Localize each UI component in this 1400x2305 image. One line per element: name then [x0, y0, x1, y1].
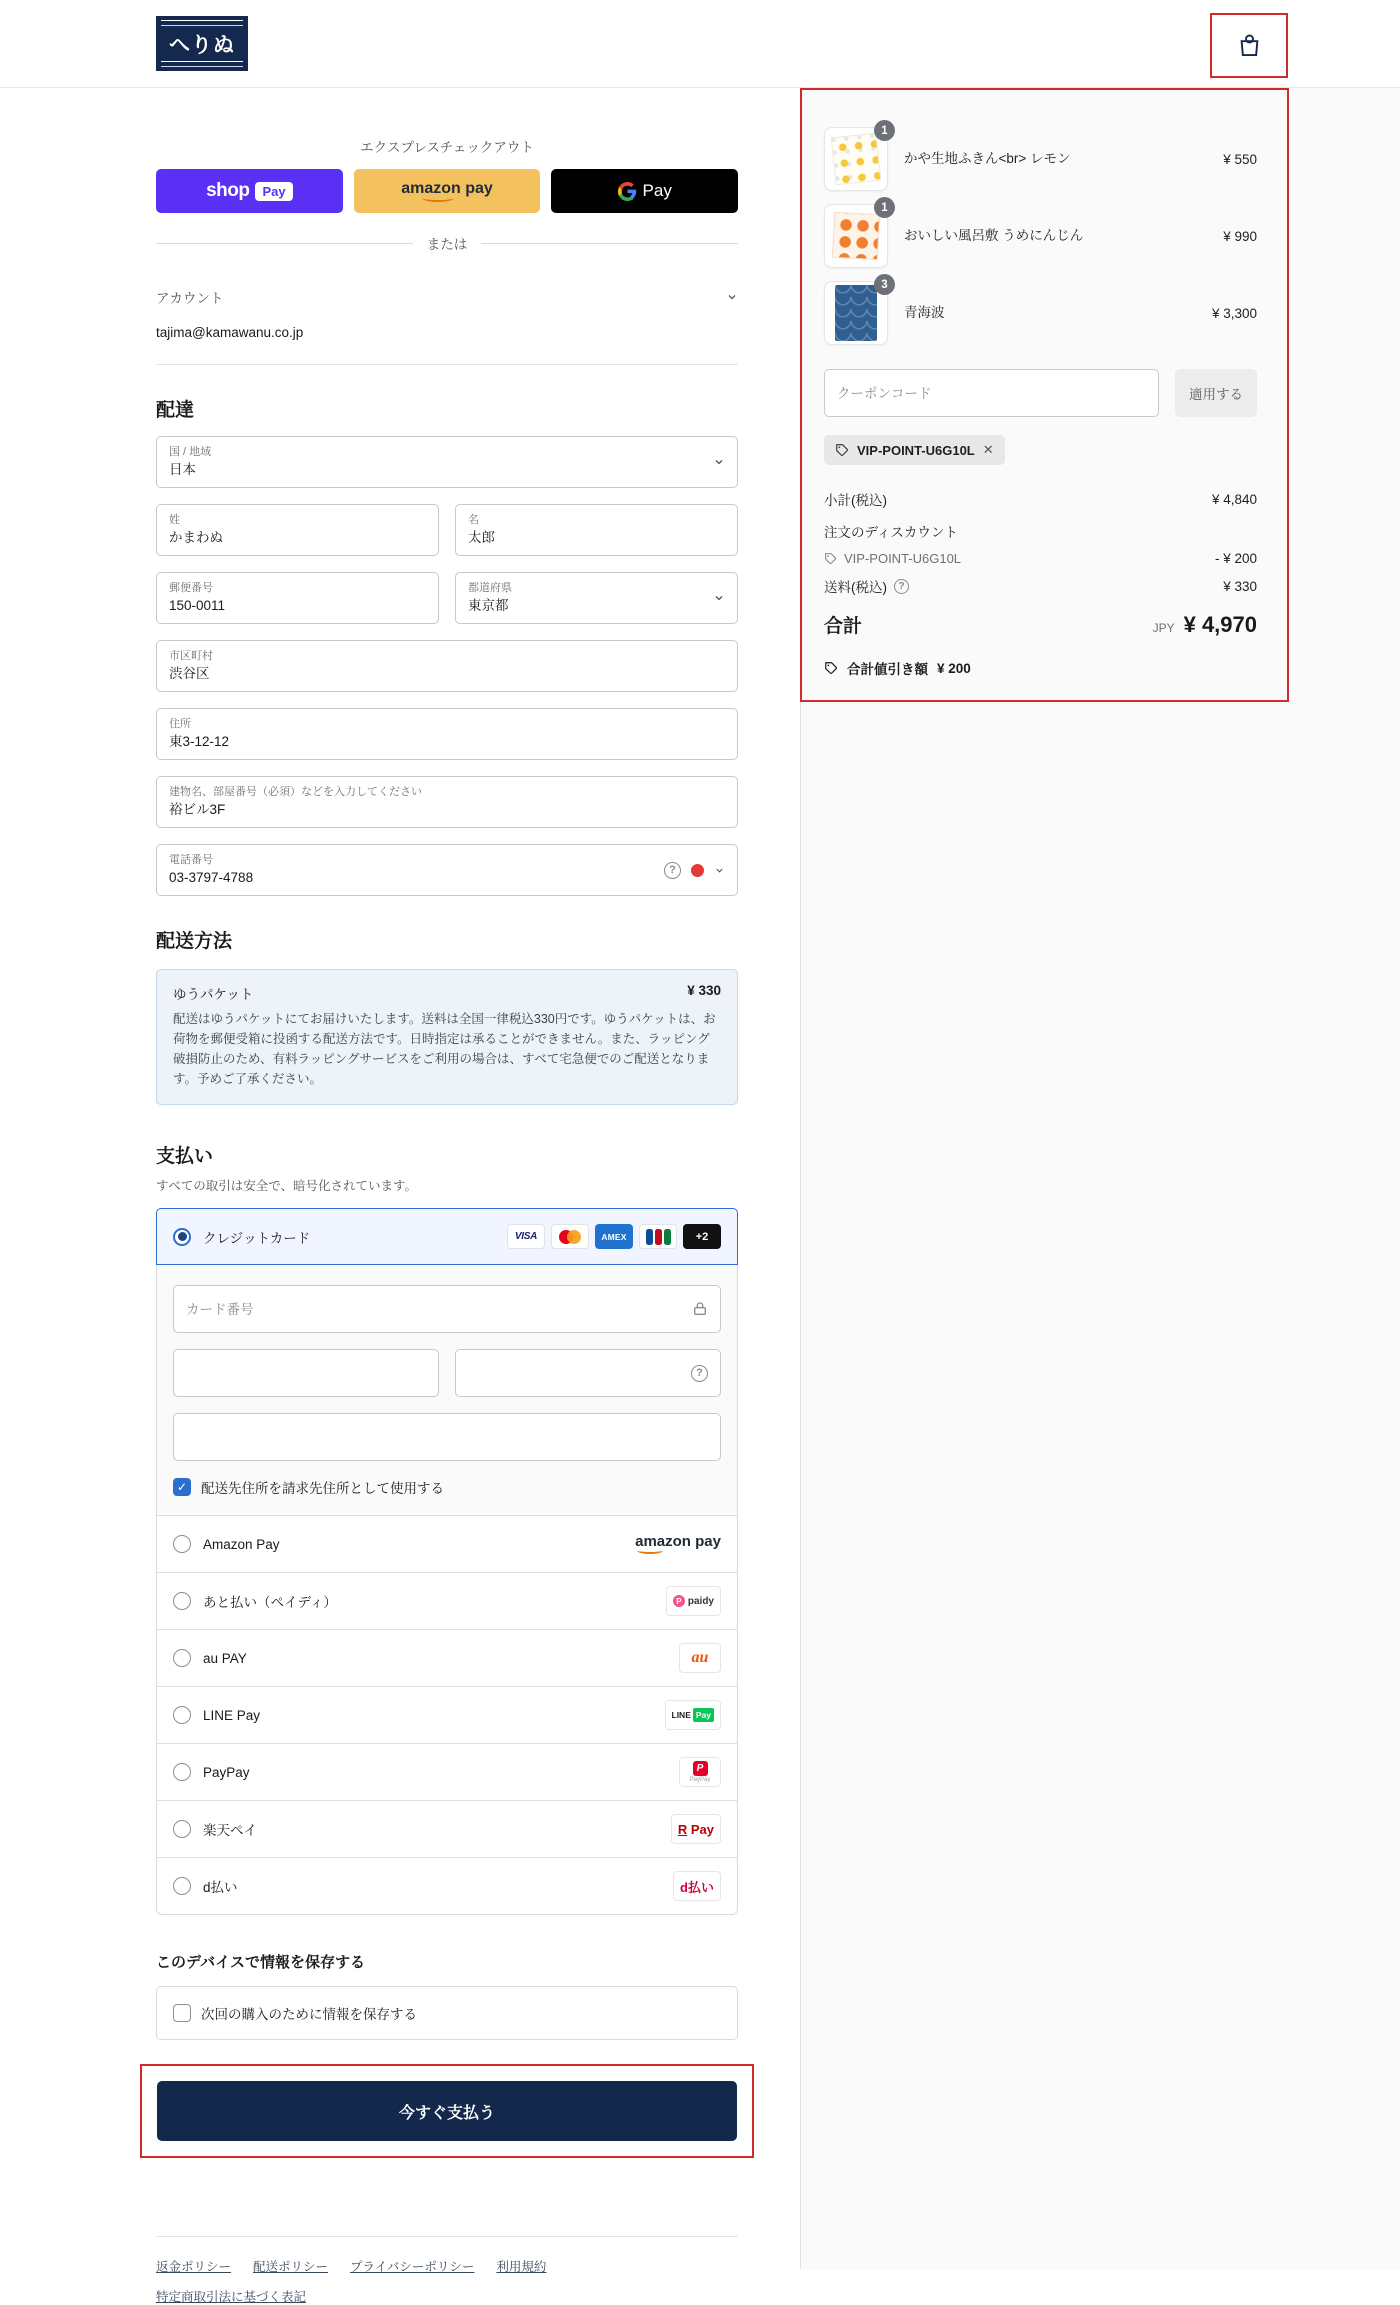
subtotal-row: 小計(税込) ¥ 4,840: [824, 491, 1257, 508]
prefecture-select[interactable]: 都道府県 東京都: [455, 572, 738, 624]
item-thumbnail: [824, 124, 888, 191]
address-field[interactable]: 住所 東3-12-12: [156, 708, 738, 760]
tag-icon: [824, 552, 837, 565]
ume-furoshiki-image: [832, 212, 880, 260]
tag-icon: [835, 443, 849, 457]
discount-tag-chip: [824, 435, 1005, 465]
radio-unselected[interactable]: [173, 1706, 191, 1724]
postal-code-field[interactable]: 郵便番号 150-0011: [156, 572, 439, 624]
shipping-option[interactable]: [156, 969, 738, 1105]
item-thumbnail: [824, 201, 888, 268]
jcb-icon: [639, 1224, 677, 1249]
footer: [156, 2236, 738, 2305]
country-select[interactable]: 国 / 地域 日本: [156, 436, 738, 488]
amazon-pay-logo: amazon pay: [635, 1534, 721, 1554]
account-section: [156, 287, 738, 365]
total-row: 合計 JPY ¥ 4,970: [824, 612, 1257, 637]
shop-pay-logo: shop: [206, 180, 250, 201]
chevron-down-icon: [713, 456, 725, 468]
chevron-down-icon: [713, 592, 725, 604]
payment-option-paypay[interactable]: PayPay P PayPay: [157, 1743, 737, 1800]
phone-field[interactable]: 電話番号 03-3797-4788 ?: [156, 844, 738, 896]
shipping-method-description: 配送はゆうパケットにてお届けいたします。送料は全国一律税込330円です。ゆうパケットは、お荷物を郵便受箱に投函する配送方法です。日時指定は承ることができません。また、ラッピング破損防止のため、有料ラッピングサービスをご利用の場合は、すべて宅急便でのご配送となります。予めご了承ください。: [173, 1012, 716, 1086]
radio-unselected[interactable]: [173, 1763, 191, 1781]
shop-pay-button[interactable]: shop Pay: [156, 169, 343, 213]
first-name-field[interactable]: 名 太郎: [455, 504, 738, 556]
payment-title: 支払い: [156, 1146, 214, 1167]
payment-subtitle: すべての取引は安全で、暗号化されています。: [156, 1179, 418, 1193]
card-number-input-wrap: [173, 1285, 721, 1333]
checkbox-checked-icon[interactable]: ✓: [173, 1478, 191, 1496]
payment-option-d-barai[interactable]: d払い d払い: [157, 1857, 737, 1914]
shipping-cost-row: 送料(税込) ? ¥ 330: [824, 578, 1257, 595]
line-pay-logo: LINE Pay: [665, 1700, 722, 1730]
privacy-policy-link[interactable]: プライバシーポリシー: [350, 2260, 475, 2274]
delivery-title: 配達: [156, 400, 195, 421]
refund-policy-link[interactable]: 返金ポリシー: [156, 2260, 232, 2274]
gpay-label: Pay: [642, 181, 672, 200]
amazon-pay-button[interactable]: [354, 169, 541, 213]
payment-option-au-pay[interactable]: au PAY au: [157, 1629, 737, 1686]
terms-link[interactable]: 利用規約: [496, 2260, 547, 2274]
mastercard-icon: [551, 1224, 589, 1249]
card-cvc-input[interactable]: [468, 1366, 691, 1381]
chevron-down-icon: [726, 291, 738, 303]
lemon-cloth-image: [831, 133, 882, 186]
cart-item: [824, 124, 1257, 191]
google-pay-button[interactable]: [551, 169, 738, 213]
more-cards-badge: +2: [683, 1224, 721, 1249]
card-expiry-input[interactable]: [186, 1366, 426, 1381]
rakuten-pay-logo: R Pay: [671, 1814, 721, 1844]
quantity-badge: 1: [874, 120, 895, 141]
quantity-badge: 3: [874, 274, 895, 295]
payment-methods-box: [156, 1208, 738, 1915]
logo-stripe: [161, 20, 243, 26]
payment-option-credit-card[interactable]: クレジットカード VISA AMEX +2: [156, 1208, 738, 1265]
total-savings-row: 合計値引き額 ¥ 200: [824, 658, 1257, 678]
card-number-input[interactable]: [186, 1302, 692, 1317]
logo-glyphs: へりぬ: [169, 34, 235, 57]
payment-option-paidy[interactable]: あと払い（ペイディ） P paidy: [157, 1572, 737, 1629]
seigaiha-image: [835, 285, 877, 341]
last-name-field[interactable]: 姓 かまわぬ: [156, 504, 439, 556]
cart-bag-icon[interactable]: [1236, 32, 1263, 59]
checkout-form-panel: [0, 88, 800, 2304]
tokushoho-link[interactable]: 特定商取引法に基づく表記: [156, 2290, 307, 2304]
paypay-logo: P PayPay: [679, 1757, 721, 1787]
japan-flag-icon[interactable]: [691, 864, 704, 877]
tag-icon: [824, 661, 838, 675]
card-name-input-wrap: [173, 1413, 721, 1461]
radio-unselected[interactable]: [173, 1649, 191, 1667]
payment-option-rakuten-pay[interactable]: 楽天ペイ R Pay: [157, 1800, 737, 1857]
card-name-input[interactable]: [186, 1430, 708, 1445]
apply-coupon-button[interactable]: 適用する: [1175, 369, 1257, 417]
credit-card-form: [157, 1265, 737, 1515]
shipping-policy-link[interactable]: 配送ポリシー: [253, 2260, 329, 2274]
item-price: ¥ 550: [1223, 151, 1257, 167]
order-summary-annotation-box: [800, 88, 1289, 702]
item-title: 青海波: [904, 304, 945, 320]
radio-unselected[interactable]: [173, 1592, 191, 1610]
payment-option-amazon-pay[interactable]: Amazon Pay amazon pay: [157, 1515, 737, 1572]
radio-unselected[interactable]: [173, 1877, 191, 1895]
billing-address-checkbox-row[interactable]: ✓ 配送先住所を請求先住所として使用する: [173, 1477, 721, 1497]
account-label: アカウント: [156, 291, 224, 306]
cart-item: [824, 278, 1257, 345]
radio-unselected[interactable]: [173, 1820, 191, 1838]
radio-unselected[interactable]: [173, 1535, 191, 1553]
discount-code-row: VIP-POINT-U6G10L - ¥ 200: [824, 551, 1257, 566]
amazon-pay-logo: amazon pay: [401, 179, 493, 197]
shipping-help-icon[interactable]: ?: [894, 579, 909, 594]
save-info-title: このデバイスで情報を保存する: [156, 1954, 365, 1971]
lock-icon: [692, 1301, 708, 1317]
quantity-badge: 1: [874, 197, 895, 218]
d-barai-logo: d払い: [673, 1871, 721, 1901]
item-title: かや生地ふきん<br> レモン: [904, 150, 1071, 166]
item-thumbnail: [824, 278, 888, 345]
account-toggle[interactable]: [156, 287, 738, 307]
or-divider: または: [156, 233, 738, 253]
item-price: ¥ 3,300: [1211, 305, 1257, 321]
discount-section-row: 注文のディスカウント: [824, 525, 958, 540]
pay-now-button[interactable]: 今すぐ支払う: [157, 2081, 737, 2141]
city-field[interactable]: 市区町村 渋谷区: [156, 640, 738, 692]
visa-icon: VISA: [507, 1224, 545, 1249]
card-cvc-input-wrap: [455, 1349, 721, 1397]
au-pay-logo: au: [679, 1643, 721, 1673]
express-checkout-title: エクスプレスチェックアウト: [360, 140, 534, 155]
item-price: ¥ 990: [1223, 228, 1257, 244]
google-g-icon: [618, 182, 637, 201]
cart-annotation-box: [1210, 13, 1288, 78]
building-field[interactable]: 建物名、部屋番号（必須）などを入力してください 裕ビル3F: [156, 776, 738, 828]
discount-code: VIP-POINT-U6G10L: [857, 442, 975, 458]
chevron-down-icon: [714, 865, 725, 876]
pay-button-annotation-box: [140, 2064, 754, 2158]
amazon-smile-icon: [422, 194, 454, 202]
paidy-logo: P paidy: [666, 1586, 721, 1616]
order-summary-panel: [800, 88, 1400, 2269]
card-expiry-input-wrap: [173, 1349, 439, 1397]
shipping-method-price: ¥ 330: [687, 983, 721, 998]
amex-icon: AMEX: [595, 1224, 633, 1249]
cart-item: [824, 201, 1257, 268]
radio-selected[interactable]: [173, 1228, 191, 1246]
store-logo[interactable]: [156, 16, 248, 71]
cvc-help-icon[interactable]: ?: [691, 1365, 708, 1382]
payment-option-line-pay[interactable]: LINE Pay LINE Pay: [157, 1686, 737, 1743]
item-title: おいしい風呂敷 うめにんじん: [904, 227, 1084, 243]
shipping-title: 配送方法: [156, 931, 233, 952]
coupon-code-input[interactable]: [824, 369, 1159, 417]
checkbox-unchecked-icon[interactable]: [173, 2004, 191, 2022]
save-info-checkbox-row[interactable]: 次回の購入のために情報を保存する: [156, 1986, 738, 2040]
header: [0, 0, 1400, 88]
logo-stripe: [161, 61, 243, 67]
account-email: tajima@kamawanu.co.jp: [156, 325, 304, 340]
shipping-method-name: ゆうパケット: [173, 987, 254, 1002]
remove-discount-icon[interactable]: ✕: [982, 442, 994, 457]
phone-help-icon[interactable]: ?: [664, 862, 681, 879]
